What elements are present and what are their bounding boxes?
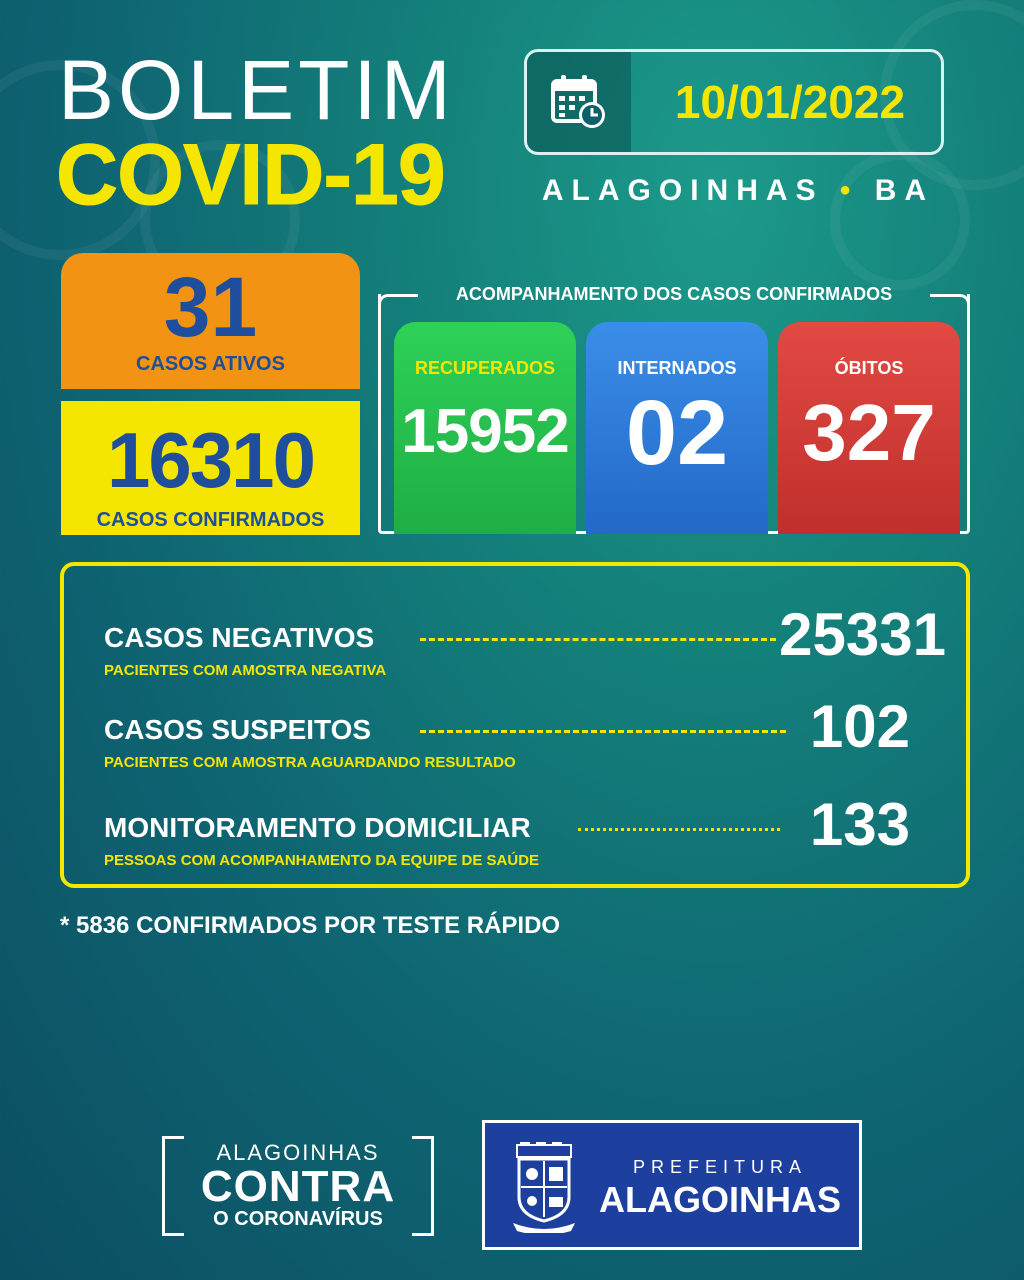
acompanhamento-title: ACOMPANHAMENTO DOS CASOS CONFIRMADOS xyxy=(455,284,893,304)
bulletin-date: 10/01/2022 xyxy=(674,76,906,128)
coat-of-arms-icon xyxy=(511,1141,577,1233)
detail-row-negativos xyxy=(104,601,946,692)
title-boletim: BOLETIM xyxy=(58,43,455,137)
dotted-leader xyxy=(420,638,776,642)
location-separator: • xyxy=(839,174,859,207)
obitos-value: 327 xyxy=(802,388,936,477)
frame-corner-left xyxy=(378,294,418,312)
frame-corner-right xyxy=(930,294,970,312)
title-covid: COVID-19 xyxy=(56,127,445,223)
card-casos-ativos xyxy=(61,253,360,389)
card-recuperados xyxy=(394,322,576,534)
location xyxy=(528,174,948,208)
recuperados-value: 15952 xyxy=(401,397,569,466)
casos-ativos-value: 31 xyxy=(163,260,258,354)
detail-value: 102 xyxy=(809,693,910,760)
location-city: ALAGOINHAS xyxy=(541,174,824,207)
detail-subtitle: PESSOAS COM ACOMPANHAMENTO DA EQUIPE DE SAÚDE xyxy=(104,852,540,869)
detail-row-suspeitos xyxy=(104,693,946,784)
logo-line3: O CORONAVÍRUS xyxy=(213,1208,383,1230)
detail-title: CASOS SUSPEITOS xyxy=(104,714,372,745)
obitos-label: ÓBITOS xyxy=(834,358,904,378)
casos-confirmados-label: CASOS CONFIRMADOS xyxy=(96,509,325,531)
internados-value: 02 xyxy=(625,382,729,484)
prefeitura-city: ALAGOINHAS xyxy=(599,1179,841,1220)
card-casos-confirmados xyxy=(61,401,360,535)
logo-line1: ALAGOINHAS xyxy=(216,1140,380,1165)
prefeitura-label: PREFEITURA xyxy=(632,1157,807,1177)
recuperados-label: RECUPERADOS xyxy=(414,358,556,378)
logo-line2: CONTRA xyxy=(200,1162,396,1211)
location-state: BA xyxy=(874,174,935,207)
detail-subtitle: PACIENTES COM AMOSTRA NEGATIVA xyxy=(104,662,387,679)
card-obitos xyxy=(778,322,960,534)
casos-ativos-label: CASOS ATIVOS xyxy=(136,353,285,375)
detail-value: 25331 xyxy=(779,601,946,668)
internados-label: INTERNADOS xyxy=(617,358,737,378)
detail-title: CASOS NEGATIVOS xyxy=(104,622,375,653)
logo-alagoinhas-contra-coronavirus xyxy=(162,1136,434,1236)
virus-decoration xyxy=(830,150,970,290)
card-internados xyxy=(586,322,768,534)
dotted-leader xyxy=(420,730,786,734)
details-box xyxy=(60,562,970,888)
detail-row-monitoramento xyxy=(104,791,946,882)
dotted-leader xyxy=(578,828,780,832)
detail-subtitle: PACIENTES COM AMOSTRA AGUARDANDO RESULTADO xyxy=(104,754,516,771)
date-box xyxy=(524,49,944,155)
detail-value: 133 xyxy=(809,791,910,858)
casos-confirmados-value: 16310 xyxy=(107,416,314,504)
calendar-clock-icon xyxy=(527,52,631,152)
detail-title: MONITORAMENTO DOMICILIAR xyxy=(104,812,531,843)
logo-prefeitura-alagoinhas xyxy=(482,1120,862,1250)
footnote: * 5836 CONFIRMADOS POR TESTE RÁPIDO xyxy=(60,912,561,939)
